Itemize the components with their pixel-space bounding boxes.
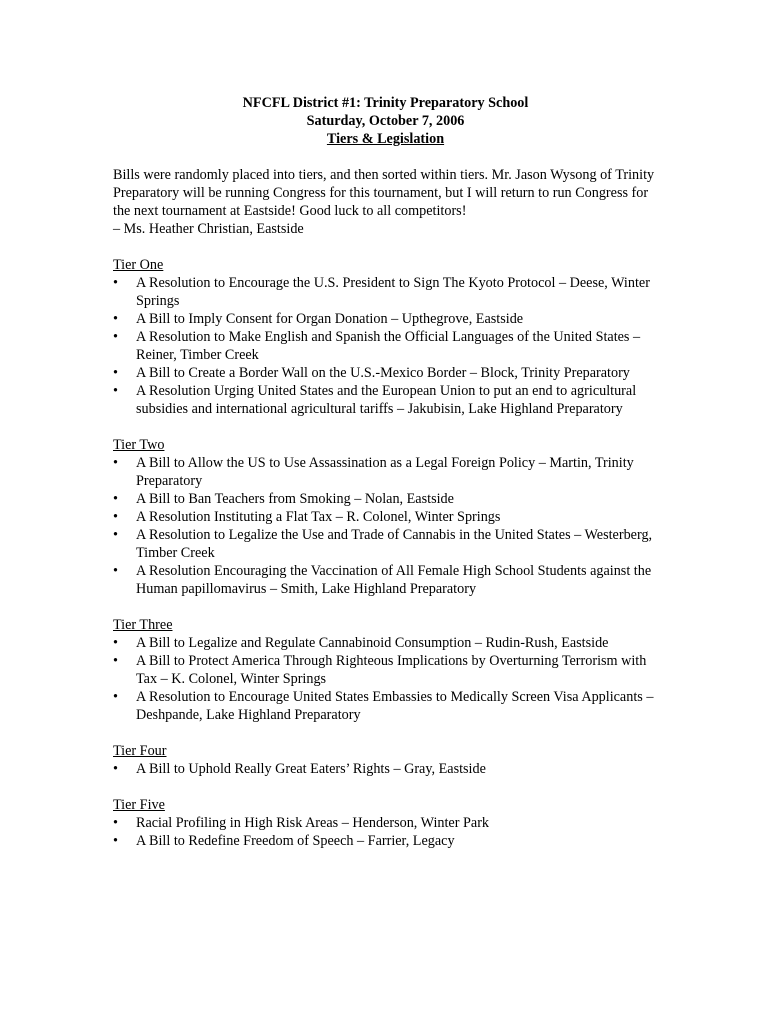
tier-title: Tier Two [113,437,165,453]
bullet-icon: • [113,527,118,543]
bullet-icon: • [113,383,118,399]
bullet-icon: • [113,365,118,381]
legislation-text: A Resolution Encouraging the Vaccination of All Female High School Students against the Human papillomavirus – Smith, Lake Highland Preparatory [136,563,652,597]
bullet-icon: • [113,815,118,831]
tier-section [113,796,658,850]
list-item [113,688,658,724]
legislation-text: A Resolution to Legalize the Use and Trade of Cannabis in the United States – Westerberg, Timber Creek [136,527,653,561]
tier-section [113,616,658,724]
header-event-title: NFCFL District #1: Trinity Preparatory School [242,95,529,111]
legislation-text: A Bill to Legalize and Regulate Cannabinoid Consumption – Rudin-Rush, Eastside [136,635,609,651]
intro-paragraph: Bills were randomly placed into tiers, and then sorted within tiers. Mr. Jason Wysong of Trinity Preparatory will be running Congress for this tournament, but I will return to run Congress for the next tournament at Eastside! Good luck to all competitors! [113,167,655,219]
bullet-icon: • [113,455,118,471]
list-item [113,310,658,328]
legislation-text: A Bill to Imply Consent for Organ Donation – Upthegrove, Eastside [136,311,524,327]
tier-section [113,436,658,598]
legislation-text: A Bill to Uphold Really Great Eaters’ Rights – Gray, Eastside [136,761,486,777]
legislation-list [113,760,658,778]
bullet-icon: • [113,689,118,705]
list-item [113,364,658,382]
bullet-icon: • [113,833,118,849]
list-item [113,634,658,652]
tier-title: Tier Three [113,617,173,633]
bullet-icon: • [113,635,118,651]
legislation-text: A Bill to Allow the US to Use Assassination as a Legal Foreign Policy – Martin, Trinity Preparatory [136,455,634,489]
bullet-icon: • [113,275,118,291]
tier-section [113,256,658,418]
bullet-icon: • [113,329,118,345]
bullet-icon: • [113,563,118,579]
legislation-text: A Resolution to Make English and Spanish the Official Languages of the United States – Reiner, Timber Creek [136,329,641,363]
header-date: Saturday, October 7, 2006 [306,113,465,129]
list-item [113,526,658,562]
legislation-list [113,634,658,724]
legislation-text: A Resolution Urging United States and the European Union to put an end to agricultural subsidies and international agricultural tariffs – Jakubisin, Lake Highland Preparatory [136,383,637,417]
legislation-text: A Bill to Ban Teachers from Smoking – Nolan, Eastside [136,491,454,507]
bullet-icon: • [113,311,118,327]
legislation-text: A Bill to Redefine Freedom of Speech – Farrier, Legacy [136,833,455,849]
legislation-list [113,814,658,850]
list-item [113,328,658,364]
tier-title: Tier Five [113,797,165,813]
tier-section [113,742,658,778]
list-item [113,490,658,508]
list-item [113,760,658,778]
list-item [113,832,658,850]
bullet-icon: • [113,761,118,777]
legislation-text: A Resolution to Encourage United States Embassies to Medically Screen Visa Applicants – Deshpande, Lake Highland Preparatory [136,689,654,723]
document-header [113,94,658,148]
legislation-text: A Resolution Instituting a Flat Tax – R. Colonel, Winter Springs [136,509,501,525]
legislation-text: Racial Profiling in High Risk Areas – Henderson, Winter Park [136,815,490,831]
bullet-icon: • [113,653,118,669]
list-item [113,652,658,688]
list-item [113,274,658,310]
intro-section [113,166,658,238]
bullet-icon: • [113,491,118,507]
list-item [113,562,658,598]
bullet-icon: • [113,509,118,525]
legislation-text: A Resolution to Encourage the U.S. President to Sign The Kyoto Protocol – Deese, Winter Springs [136,275,650,309]
list-item [113,382,658,418]
list-item [113,814,658,832]
legislation-list [113,274,658,418]
tier-title: Tier Four [113,743,167,759]
intro-signature: – Ms. Heather Christian, Eastside [113,221,304,237]
list-item [113,454,658,490]
list-item [113,508,658,526]
legislation-text: A Bill to Protect America Through Righteous Implications by Overturning Terrorism with Tax – K. Colonel, Winter Springs [136,653,647,687]
tier-title: Tier One [113,257,164,273]
legislation-text: A Bill to Create a Border Wall on the U.S.-Mexico Border – Block, Trinity Preparatory [136,365,630,381]
tiers-list [113,256,658,850]
legislation-list [113,454,658,598]
header-section-title: Tiers & Legislation [326,131,445,147]
document-page [113,94,658,850]
